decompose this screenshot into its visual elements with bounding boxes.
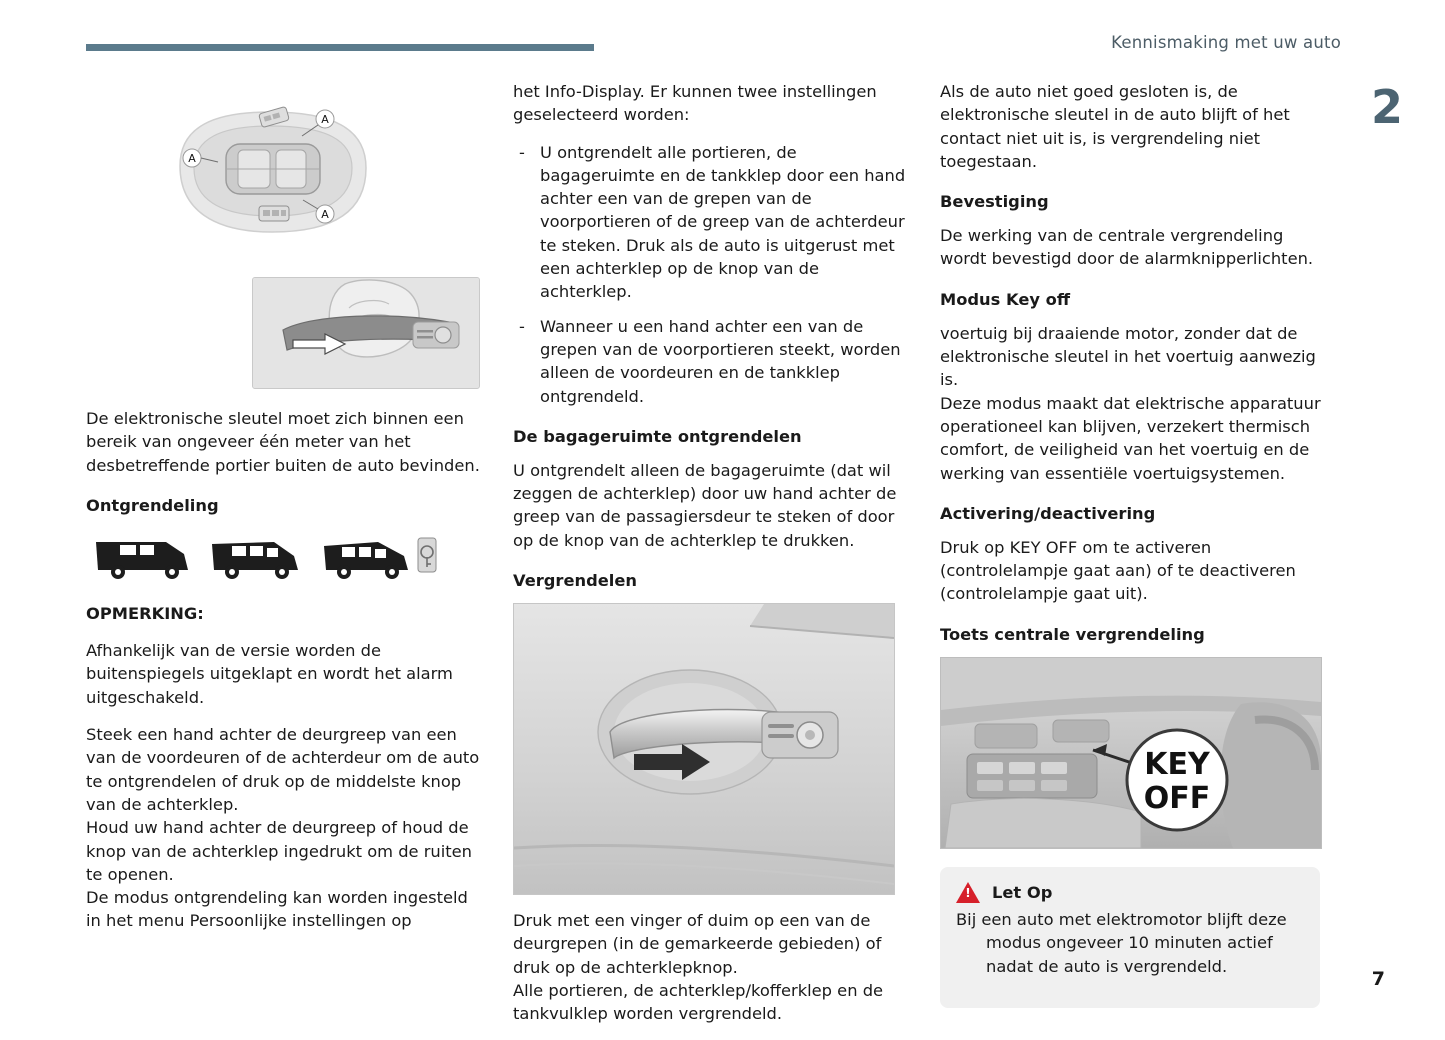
list-item: - U ontgrendelt alle portieren, de bagageruimte en de tankklep door een hand achter een van de grepen van de voorportieren of de greep van de achterdeur te steken. Druk als de auto is uitgerust met een achterklep op de knop van de achterklep. bbox=[513, 141, 909, 304]
column-right bbox=[940, 80, 1334, 1008]
paragraph-activation: Druk op KEY OFF om te activeren (controlelampje gaat aan) of te deactiveren (controlelampje gaat uit). bbox=[940, 537, 1296, 604]
warning-title: Let Op bbox=[992, 882, 1053, 902]
key-icon bbox=[418, 538, 436, 572]
column-middle bbox=[513, 80, 909, 1040]
paragraph-key-off-2: Deze modus maakt dat elektrische apparatuur operationeel kan blijven, verzekert thermisch comfort, de veiligheid van het voertuig en de werking van essentiële voertuigsystemen. bbox=[940, 393, 1321, 483]
heading-key-off-mode: Modus Key off bbox=[940, 289, 1071, 309]
heading-unlock-boot: De bagageruimte ontgrendelen bbox=[513, 426, 802, 446]
header-rule bbox=[86, 44, 594, 51]
figure-vehicle-variants bbox=[92, 528, 452, 586]
vehicle-mpv bbox=[212, 542, 298, 579]
heading-locking: Vergrendelen bbox=[513, 571, 638, 591]
note-label: OPMERKING: bbox=[86, 603, 204, 623]
header-title: Kennismaking met uw auto bbox=[1111, 33, 1341, 52]
zone-label-a1: A bbox=[321, 113, 329, 126]
settings-list bbox=[513, 141, 909, 408]
paragraph-key-range: De elektronische sleutel moet zich binnen een bereik van ongeveer één meter van het desbetreffende portier buiten de auto bevinden. bbox=[86, 409, 480, 475]
chapter-number: 2 bbox=[1370, 80, 1403, 134]
page-number: 7 bbox=[1371, 968, 1385, 990]
heading-confirmation: Bevestiging bbox=[940, 192, 1049, 212]
paragraph-unlock-boot: U ontgrendelt alleen de bagageruimte (dat wil zeggen de achterklep) door uw hand achter de greep van de passagiersdeur te steken of door op de knop van de achterklep te drukken. bbox=[513, 460, 897, 550]
paragraph-hand-unlock: Steek een hand achter de deurgreep van een van de voordeuren of de achterdeur om de auto te ontgrendelen of druk op de middelste knop van de achterklep. bbox=[86, 725, 480, 814]
list-item: - Wanneer u een hand achter een van de grepen van de voorportieren steekt, worden alleen de voordeuren en de tankklep ontgrendeld. bbox=[513, 315, 909, 408]
paragraph-windows: Houd uw hand achter de deurgreep of houd de knop van de achterklep ingedrukt om de ruiten te openen. bbox=[86, 818, 472, 884]
heading-unlocking: Ontgrendeling bbox=[86, 495, 219, 515]
paragraph-confirmation: De werking van de centrale vergrendeling wordt bevestigd door de alarmknipperlichten. bbox=[940, 226, 1314, 269]
figure-detection-zones bbox=[160, 88, 386, 263]
paragraph-personal-settings: De modus ontgrendeling kan worden ingesteld in het menu Persoonlijke instellingen op bbox=[86, 888, 468, 931]
zone-label-a2: A bbox=[188, 152, 196, 165]
figure-hand-behind-handle bbox=[252, 277, 480, 389]
zone-label-a3: A bbox=[321, 208, 329, 221]
vehicle-combi bbox=[324, 542, 408, 579]
paragraph-lock-press: Druk met een vinger of duim op een van de deurgrepen (in de gemarkeerde gebieden) of druk op de achterklepknop. bbox=[513, 911, 882, 977]
figure-key-off-button bbox=[940, 657, 1322, 849]
warning-header bbox=[956, 881, 1304, 904]
figure-door-handle-lock bbox=[513, 603, 895, 895]
paragraph-info-display: het Info-Display. Er kunnen twee instellingen geselecteerd worden: bbox=[513, 82, 877, 125]
paragraph-lock-all: Alle portieren, de achterklep/kofferklep en de tankvulklep worden vergrendeld. bbox=[513, 980, 884, 1024]
note-text: Afhankelijk van de versie worden de buitenspiegels uitgeklapt en wordt het alarm uitgeschakeld. bbox=[86, 641, 453, 707]
heading-activation: Activering/deactivering bbox=[940, 503, 1156, 523]
vehicle-van bbox=[96, 542, 188, 579]
svg-text:KEY: KEY bbox=[1144, 746, 1210, 782]
warning-text: Bij een auto met elektromotor blijft deze modus ongeveer 10 minuten actief nadat de auto is vergrendeld. bbox=[956, 910, 1287, 976]
heading-central-locking-button: Toets centrale vergrendeling bbox=[940, 624, 1205, 644]
svg-text:OFF: OFF bbox=[1143, 780, 1211, 816]
paragraph-key-off-1: voertuig bij draaiende motor, zonder dat de elektronische sleutel in het voertuig aanwezig is. bbox=[940, 323, 1316, 390]
paragraph-locking-not-allowed: Als de auto niet goed gesloten is, de elektronische sleutel in de auto blijft of het contact niet uit is, is vergrendeling niet toegestaan. bbox=[940, 82, 1290, 171]
warning-box bbox=[940, 867, 1320, 1008]
column-left bbox=[86, 80, 486, 947]
warning-triangle-icon bbox=[956, 882, 980, 903]
